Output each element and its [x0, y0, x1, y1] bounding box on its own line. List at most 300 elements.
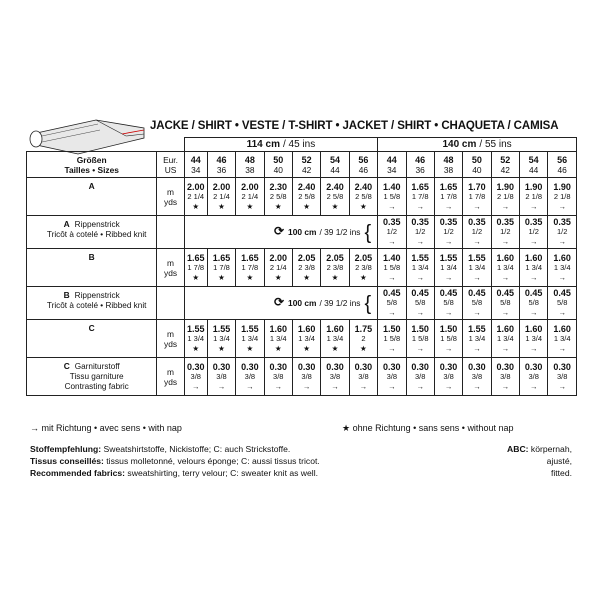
meters-value: 0.30 — [411, 361, 429, 372]
yardage-cell — [463, 358, 491, 396]
nap-marker: → — [416, 381, 424, 391]
yardage-cell — [548, 249, 577, 287]
yardage-cell — [434, 287, 462, 320]
nap-marker: → — [558, 343, 566, 353]
nap-marker: → — [274, 381, 282, 391]
meters-value: 0.45 — [496, 288, 515, 298]
yardage-cell — [406, 216, 434, 249]
meters-value: 0.35 — [496, 217, 515, 227]
width-w114 — [184, 138, 377, 152]
size-header-row — [27, 152, 577, 178]
meters-value: 1.55 — [186, 323, 205, 334]
meters-value: 1.55 — [468, 323, 486, 334]
meters-value: 1.60 — [524, 252, 543, 263]
meters-value: 0.30 — [468, 361, 486, 372]
meters-value: 2.05 — [297, 252, 316, 263]
nap-marker: ★ — [303, 272, 310, 282]
yardage-cell — [321, 178, 349, 216]
nap-marker: ★ — [218, 343, 225, 353]
yards-value: 5/8 — [443, 298, 454, 307]
yards-value: 1/2 — [528, 227, 539, 236]
eur-size: 46 — [415, 154, 426, 165]
row-label-letter: C — [88, 323, 95, 333]
yards-value: 2 5/8 — [298, 191, 315, 201]
nap-marker: ★ — [246, 272, 254, 282]
us-size: 40 — [472, 164, 482, 175]
nap-marker: → — [558, 308, 566, 317]
yards-value: 2 — [361, 333, 366, 343]
meters-value: 1.90 — [524, 181, 543, 192]
meters-value: 0.35 — [411, 217, 429, 227]
size-cell — [349, 152, 377, 178]
meters-value: 0.30 — [496, 361, 515, 372]
ribbed-length-note — [184, 216, 377, 249]
us-size: 42 — [500, 164, 510, 175]
eur-size: 54 — [329, 154, 340, 165]
brace-icon: { — [364, 292, 372, 315]
nap-marker: ★ — [331, 343, 339, 353]
yardage-cell — [520, 287, 548, 320]
yardage-cell — [520, 358, 548, 396]
unit-yds: yds — [164, 267, 178, 278]
yardage-cell — [548, 287, 577, 320]
nap-marker: ★ — [360, 343, 367, 353]
rec-fr-label: Tissus conseillés: — [30, 456, 104, 466]
fit-line-3: fitted. — [550, 468, 572, 478]
us-size: 42 — [301, 164, 312, 175]
nap-marker: → — [558, 381, 566, 391]
us-size: 44 — [330, 164, 340, 175]
yardage-cell — [236, 320, 264, 358]
ribbed-length-note — [184, 287, 377, 320]
row-label — [27, 320, 157, 358]
eur-size: 46 — [216, 154, 227, 165]
meters-value: 0.35 — [468, 217, 486, 227]
meters-value: 2.00 — [186, 181, 205, 192]
yardage-cell — [491, 287, 519, 320]
yards-value: 2 3/8 — [326, 262, 344, 272]
yardage-cell — [378, 178, 406, 216]
nap-marker: → — [529, 343, 538, 353]
nap-marker: ★ — [274, 272, 282, 282]
fit-label: ABC: — [507, 444, 529, 454]
unit-m: m — [167, 328, 175, 339]
meters-value: 0.30 — [553, 361, 571, 372]
nap-marker: → — [388, 272, 396, 282]
fabric-row — [27, 216, 577, 249]
yardage-cell — [520, 216, 548, 249]
yards-value: 3/8 — [471, 371, 483, 381]
yards-value: 2 5/8 — [326, 191, 344, 201]
nap-marker: → — [359, 381, 368, 391]
yards-value: 1 3/4 — [525, 262, 543, 272]
unit-yds: yds — [164, 338, 178, 349]
meters-value: 1.70 — [468, 181, 486, 192]
nap-marker: → — [444, 343, 453, 353]
yardage-cell — [349, 358, 377, 396]
nap-marker: → — [388, 381, 396, 391]
yards-value: 3/8 — [500, 371, 511, 381]
nap-marker: → — [302, 381, 311, 391]
yardage-cell — [491, 358, 519, 396]
meters-value: 1.55 — [241, 323, 259, 334]
eur-size: 56 — [557, 154, 568, 165]
yardage-cell — [406, 358, 434, 396]
row-label — [27, 249, 157, 287]
unit-yds: yds — [164, 196, 178, 207]
us-size: 40 — [273, 164, 283, 175]
us-size: 46 — [358, 164, 369, 175]
yards-value: 1 7/8 — [241, 262, 259, 272]
meters-value: 1.60 — [496, 252, 515, 263]
yards-value: 1 3/4 — [326, 333, 344, 343]
yardage-cell — [184, 320, 207, 358]
yardage-cell — [378, 216, 406, 249]
yards-value: 3/8 — [190, 371, 201, 381]
yards-value: 1/2 — [471, 227, 483, 236]
legend-without-nap: ★ ohne Richtung • sans sens • without nap — [342, 423, 514, 433]
nap-marker: → — [529, 308, 538, 317]
yards-value: 2 5/8 — [355, 191, 372, 201]
nap-marker: → — [529, 381, 538, 391]
yardage-cell — [491, 216, 519, 249]
nap-marker: → — [473, 237, 481, 246]
yards-value: 1 7/8 — [440, 191, 457, 201]
nap-marker: → — [501, 381, 510, 391]
eur-size: 56 — [358, 154, 369, 165]
yardage-cell — [491, 249, 519, 287]
meters-value: 0.30 — [186, 361, 205, 372]
meters-value: 1.90 — [496, 181, 515, 192]
nap-marker: → — [501, 308, 510, 317]
nap-marker: → — [416, 201, 424, 211]
yardage-cell — [406, 178, 434, 216]
nap-marker: → — [473, 343, 481, 353]
meters-value: 0.45 — [553, 288, 571, 298]
yards-value: 3/8 — [216, 371, 227, 381]
yardage-cell — [184, 178, 207, 216]
row-label-letter: A — [88, 181, 95, 191]
eur-size: 54 — [528, 154, 539, 165]
meters-value: 0.45 — [468, 288, 486, 298]
nap-marker: → — [529, 272, 538, 282]
meters-value: 2.05 — [326, 252, 344, 263]
unit-m: m — [167, 257, 175, 268]
yardage-cell — [349, 178, 377, 216]
yards-value: 1 7/8 — [468, 191, 486, 201]
eur-size: 52 — [301, 154, 312, 165]
us-size: 34 — [191, 164, 201, 175]
size-cell — [434, 152, 462, 178]
yardage-cell — [264, 358, 292, 396]
meters-value: 1.75 — [354, 323, 373, 334]
yards-value: 3/8 — [528, 371, 539, 381]
yardage-cell — [491, 178, 519, 216]
meters-value: 0.45 — [439, 288, 458, 298]
unit-yds: yds — [164, 376, 178, 387]
eur-size: 44 — [386, 154, 397, 165]
nap-marker: → — [558, 201, 566, 211]
rec-en-text: sweatshirting, terry velour; C: sweater knit as well. — [125, 468, 318, 478]
us-size: 36 — [216, 164, 227, 175]
nap-marker: → — [444, 381, 453, 391]
meters-value: 1.40 — [383, 252, 401, 263]
nap-marker: ★ — [303, 343, 310, 353]
yards-value: 1 3/4 — [525, 333, 543, 343]
yardage-cell — [378, 287, 406, 320]
nap-marker: ★ — [303, 201, 310, 211]
yardage-cell — [349, 320, 377, 358]
nap-marker: → — [501, 201, 510, 211]
nap-marker: → — [246, 381, 254, 391]
yards-value: 1 7/8 — [213, 262, 230, 272]
size-cell — [520, 152, 548, 178]
meters-value: 0.45 — [524, 288, 543, 298]
nap-marker: → — [416, 343, 424, 353]
yards-value: 1/2 — [500, 227, 511, 236]
row-label — [27, 178, 157, 216]
meters-value: 2.40 — [297, 181, 316, 192]
rec-de-label: Stoffempfehlung: — [30, 444, 102, 454]
size-cell — [292, 152, 320, 178]
yards-value: 1 7/8 — [411, 191, 429, 201]
recommended-fabrics — [30, 443, 320, 479]
yardage-cell — [520, 178, 548, 216]
nap-marker: ★ — [274, 201, 282, 211]
meters-value: 1.55 — [212, 323, 231, 334]
size-cell — [406, 152, 434, 178]
yards-value: 1 3/4 — [269, 333, 287, 343]
loop-arrow-icon: ⟳ — [273, 295, 285, 310]
row-label-sub: Tricôt à cotelé • Ribbed knit — [46, 230, 147, 239]
yards-value: 1 3/4 — [553, 333, 571, 343]
yards-value: 1 5/8 — [383, 333, 401, 343]
meters-value: 1.65 — [241, 252, 259, 263]
size-cell — [548, 152, 577, 178]
yardage-cell — [406, 249, 434, 287]
yards-value: 1 3/4 — [241, 333, 259, 343]
yardage-cell — [520, 249, 548, 287]
yardage-cell — [434, 216, 462, 249]
fabric-row — [27, 320, 577, 358]
yards-value: 1 5/8 — [411, 333, 429, 343]
nap-marker: → — [473, 201, 481, 211]
row-label-sub: Rippenstrick — [74, 220, 120, 229]
us-size: 38 — [245, 164, 255, 175]
yards-value: 1/2 — [386, 227, 398, 236]
yards-value: 1 3/4 — [496, 262, 514, 272]
yards-value: 5/8 — [386, 298, 398, 307]
yardage-cell — [463, 287, 491, 320]
size-cell — [184, 152, 207, 178]
yards-value: 2 1/4 — [241, 191, 259, 201]
meters-value: 2.00 — [212, 181, 231, 192]
yards-value: 1 3/4 — [496, 333, 514, 343]
meters-value: 1.55 — [439, 252, 458, 263]
meters-value: 0.45 — [411, 288, 429, 298]
us-size: 46 — [557, 164, 567, 175]
unit-cell — [157, 249, 184, 287]
eur-size: 44 — [190, 154, 201, 165]
yardage-cell — [292, 358, 320, 396]
yards-value: 1 3/4 — [411, 262, 429, 272]
meters-value: 1.60 — [496, 323, 515, 334]
size-cell — [321, 152, 349, 178]
nap-marker: ★ — [331, 272, 339, 282]
yardage-cell — [548, 358, 577, 396]
row-label — [27, 287, 157, 320]
size-cell — [378, 152, 406, 178]
yardage-cell — [207, 320, 235, 358]
width-ins: / 55 ins — [479, 139, 512, 150]
row-label-sub: Contrasting fabric — [64, 382, 129, 391]
yards-value: 2 1/8 — [525, 191, 543, 201]
yardage-cell — [378, 249, 406, 287]
nap-marker: → — [444, 308, 453, 317]
yardage-cell — [321, 358, 349, 396]
meters-value: 2.40 — [326, 181, 344, 192]
yardage-cell — [292, 249, 320, 287]
yardage-cell — [264, 178, 292, 216]
meters-value: 0.30 — [212, 361, 231, 372]
yardage-cell — [236, 358, 264, 396]
unit-m: m — [167, 186, 175, 197]
meters-value: 1.55 — [468, 252, 486, 263]
nap-marker: → — [473, 381, 481, 391]
ribbed-ins: / 39 1/2 ins — [319, 227, 361, 238]
yards-value: 1 3/4 — [553, 262, 571, 272]
nap-marker: → — [558, 272, 566, 282]
yardage-cell — [463, 320, 491, 358]
yards-value: 1 5/8 — [383, 262, 401, 272]
unit-cell — [157, 358, 184, 396]
rec-en-label: Recommended fabrics: — [30, 468, 126, 478]
nap-marker: → — [444, 237, 453, 246]
meters-value: 1.50 — [411, 323, 429, 334]
yardage-cell — [207, 249, 235, 287]
eur-label: Eur. — [163, 154, 178, 165]
sizes-label — [27, 152, 157, 178]
yardage-cell — [184, 358, 207, 396]
meters-value: 1.60 — [553, 252, 571, 263]
yards-value: 1 5/8 — [383, 191, 401, 201]
meters-value: 0.30 — [383, 361, 401, 372]
yards-value: 1 3/4 — [213, 333, 230, 343]
sizes-label-line: Tailles • Sizes — [64, 164, 119, 175]
us-size: 38 — [443, 164, 454, 175]
meters-value: 2.30 — [269, 181, 288, 192]
nap-marker: → — [217, 381, 226, 391]
yards-value: 2 1/4 — [213, 191, 230, 201]
nap-marker: → — [388, 343, 396, 353]
size-cell — [264, 152, 292, 178]
width-ins: / 45 ins — [282, 139, 316, 150]
nap-marker: ★ — [192, 343, 200, 353]
legend-with-nap: → mit Richtung • avec sens • with nap — [30, 423, 182, 433]
meters-value: 0.30 — [297, 361, 316, 372]
nap-marker: → — [388, 308, 396, 317]
yards-value: 3/8 — [386, 371, 398, 381]
nap-marker: ★ — [218, 201, 225, 211]
ribbed-cm: 100 cm — [288, 227, 317, 238]
row-label — [27, 358, 157, 396]
yardage-cell — [491, 320, 519, 358]
meters-value: 1.65 — [439, 181, 458, 192]
sizes-label-line: Größen — [76, 154, 107, 165]
fabric-row — [27, 178, 577, 216]
unit-cell — [157, 287, 184, 320]
nap-marker: ★ — [246, 201, 254, 211]
yardage-cell — [434, 178, 462, 216]
nap-marker: → — [192, 381, 200, 391]
yards-value: 3/8 — [244, 371, 256, 381]
yardage-cell — [548, 320, 577, 358]
nap-marker: → — [473, 308, 481, 317]
yardage-cell — [264, 320, 292, 358]
meters-value: 2.00 — [269, 252, 288, 263]
yardage-cell — [434, 249, 462, 287]
meters-value: 2.05 — [354, 252, 373, 263]
nap-marker: → — [416, 272, 424, 282]
yards-value: 3/8 — [301, 371, 312, 381]
yardage-chart — [26, 137, 577, 396]
row-label-letter: C — [63, 361, 70, 371]
meters-value: 1.65 — [212, 252, 231, 263]
nap-marker: → — [501, 237, 510, 246]
meters-value: 1.50 — [439, 323, 458, 334]
yards-value: 5/8 — [556, 298, 568, 307]
us-size: 44 — [529, 164, 539, 175]
yards-value: 5/8 — [500, 298, 511, 307]
yardage-cell — [321, 320, 349, 358]
nap-marker: ★ — [246, 343, 254, 353]
row-label-sub: Rippenstrick — [74, 291, 120, 300]
yardage-cell — [434, 320, 462, 358]
nap-marker: ★ — [331, 201, 339, 211]
meters-value: 1.65 — [186, 252, 205, 263]
us-size: 36 — [415, 164, 425, 175]
meters-value: 0.30 — [354, 361, 373, 372]
row-label-sub: Garniturstoff — [74, 362, 120, 371]
yardage-cell — [292, 178, 320, 216]
yardage-cell — [207, 178, 235, 216]
fit-line-2: ajusté, — [546, 456, 572, 466]
rec-fr-text: tissus molletonné, velours éponge; C: aussi tissus tricot. — [103, 456, 320, 466]
meters-value: 0.35 — [524, 217, 543, 227]
meters-value: 0.30 — [326, 361, 344, 372]
fabric-row — [27, 287, 577, 320]
size-cell — [463, 152, 491, 178]
yards-value: 3/8 — [358, 371, 369, 381]
yards-value: 1 7/8 — [187, 262, 205, 272]
yards-value: 3/8 — [414, 371, 426, 381]
yards-value: 2 1/4 — [187, 191, 205, 201]
size-cell — [491, 152, 519, 178]
yardage-cell — [548, 216, 577, 249]
meters-value: 1.55 — [411, 252, 429, 263]
yardage-cell — [349, 249, 377, 287]
yardage-cell — [548, 178, 577, 216]
eur-size: 48 — [244, 154, 255, 165]
fabric-row — [27, 358, 577, 396]
eur-size: 48 — [443, 154, 454, 165]
meters-value: 0.30 — [269, 361, 288, 372]
meters-value: 0.35 — [553, 217, 571, 227]
width-w140 — [378, 138, 577, 152]
row-label — [27, 216, 157, 249]
yards-value: 1 3/4 — [468, 333, 486, 343]
brace-icon: { — [364, 221, 372, 244]
